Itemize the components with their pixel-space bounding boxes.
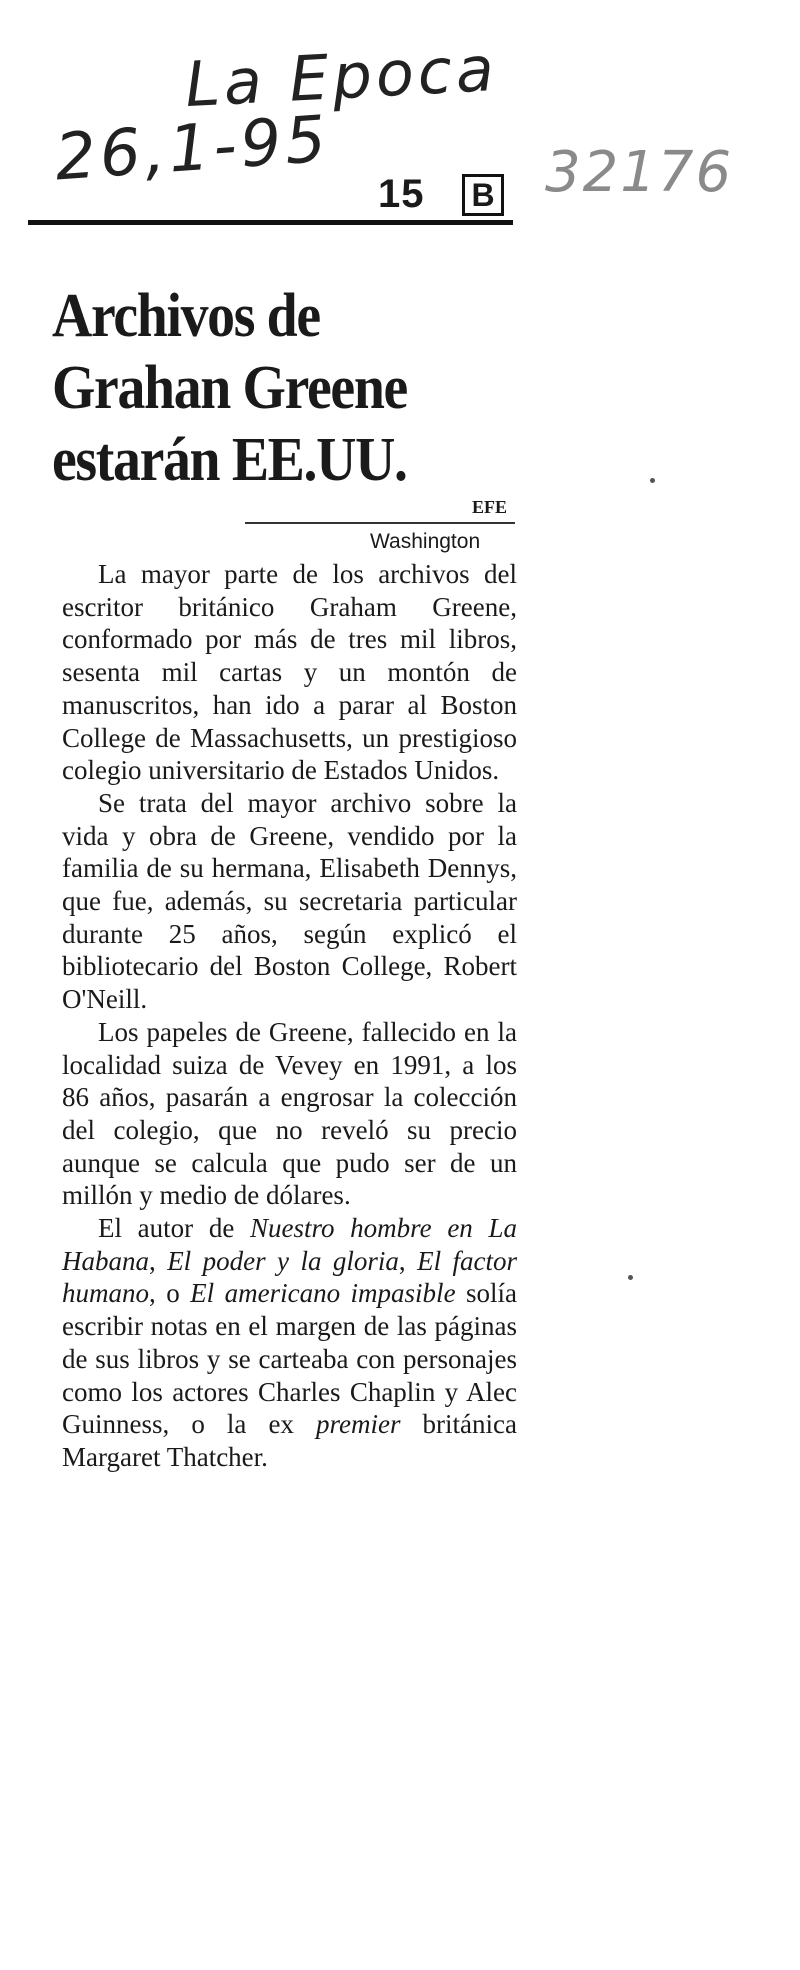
book-title-3: El factor humano [62,1245,518,1309]
book-title-2: El poder y la gloria [167,1245,399,1276]
paragraph-1: La mayor parte de los archivos del escritor británico Graham Greene, conformado por más de tres mil libros, sesenta mil cartas y un montón de manuscritos, han ido a parar al Boston College de Massachusetts, un prestigioso colegio universitario de Estados Unidos. [62,559,517,786]
agency-rule [245,522,515,524]
page-number: 15 [378,172,425,216]
article-body [62,558,517,1474]
p4-text-4: , o [149,1278,191,1309]
p4-text-5: solía escribir notas en el margen de las páginas de sus libros y se carteaba con personajes como los actores Charles Chaplin y Alec Guinness, o la ex [62,1278,518,1440]
scan-speck [628,1275,633,1280]
book-title-4: El americano impasible [190,1278,456,1309]
paragraph-4 [62,1212,517,1474]
p4-text-1: El autor de [98,1213,250,1244]
header-rule [28,220,513,225]
p4-text-6: británica Margaret Thatcher. [62,1409,518,1472]
p4-text-2: , [149,1245,168,1276]
handwritten-date: 26,1-95 [52,102,333,196]
p4-text-3: , [398,1245,418,1276]
headline: Archivos de Grahan Greene estarán EE.UU. [52,282,407,494]
handwritten-publication: La Epoca [183,31,500,122]
handwritten-archive-number: 32176 [545,140,734,205]
news-agency: EFE [472,497,508,517]
dateline: Washington [370,530,481,553]
paragraph-3: Los papeles de Greene, fallecido en la localidad suiza de Vevey en 1991, a los 86 años, pasarán a engrosar la colección del colegio, que no reveló su precio aunque se calcula que pudo ser de un millón y medio de dólares. [62,1016,517,1211]
paragraph-2: Se trata del mayor archivo sobre la vida y obra de Greene, vendido por la familia de su hermana, Elisabeth Dennys, que fue, además, su secretaria particular durante 25 años, según explicó el bibliotecario del Boston College, Robert O'Neill. [62,787,517,1015]
premier-word: premier [316,1409,401,1440]
section-mark: B [462,174,504,216]
scan-speck [650,478,655,483]
book-title-1: Nuestro hombre en La Habana [62,1213,517,1276]
